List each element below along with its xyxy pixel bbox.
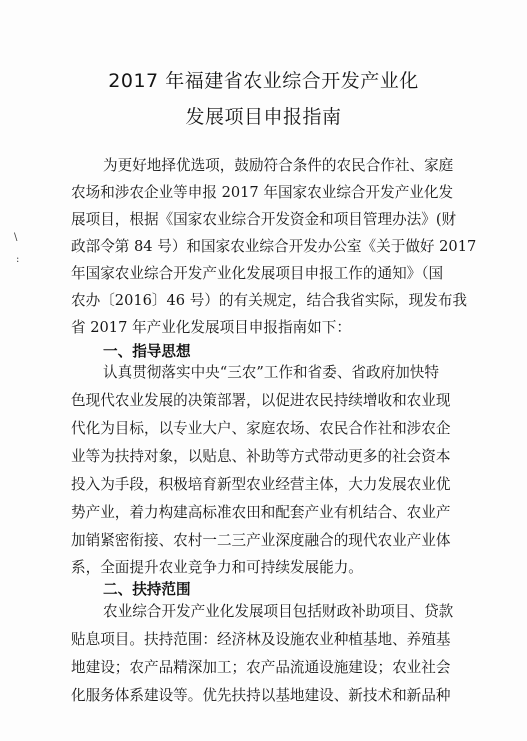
- paragraph-line: 加销紧密衔接、农村一二三产业深度融合的现代农业产业体: [71, 532, 451, 549]
- paragraph-line: 系，全面提升农业竞争力和可持续发展能力。: [71, 559, 363, 576]
- paragraph-line: 代化为目标，以专业大户、家庭农场、农民合作社和涉农企: [71, 420, 451, 437]
- margin-mark: :: [16, 254, 20, 265]
- paragraph-line: 农办〔2016〕46 号）的有关规定，结合我省实际，现发布我: [71, 292, 468, 309]
- paragraph-line: 化服务体系建设等。优先扶持以基地建设、新技术和新品种: [71, 687, 451, 704]
- paragraph-line: 色现代农业发展的决策部署，以促进农民持续增收和农业现: [71, 392, 451, 409]
- margin-mark: \: [14, 232, 18, 243]
- section-heading: 二、扶持范围: [103, 581, 191, 598]
- document-title-line-1: 2017 年福建省农业综合开发产业化: [108, 70, 419, 92]
- paragraph-line: 为更好地择优选项，鼓励符合条件的农民合作社、家庭: [103, 157, 454, 174]
- paragraph-line: 年国家农业综合开发产业化发展项目申报工作的通知》（国: [71, 265, 444, 282]
- paragraph-line: 业等为扶持对象，以贴息、补助等方式带动更多的社会资本: [71, 448, 451, 465]
- paragraph-line: 势产业，着力构建高标准农田和配套产业有机结合、农业产: [71, 504, 451, 521]
- document-title-line-2: 发展项目申报指南: [185, 106, 342, 128]
- paragraph-line: 地建设；农产品精深加工；农产品流通设施建设；农业社会: [71, 659, 451, 676]
- paragraph-line: 认真贯彻落实中央“三农”工作和省委、省政府加快特: [103, 364, 439, 381]
- paragraph-line: 农场和涉农企业等申报 2017 年国家农业综合开发产业化发: [71, 184, 454, 201]
- paragraph-line: 政部令第 84 号）和国家农业综合开发办公室《关于做好 2017: [71, 238, 477, 255]
- paragraph-line: 投入为手段，积极培育新型农业经营主体，大力发展农业优: [71, 476, 451, 493]
- section-heading: 一、指导思想: [103, 343, 191, 360]
- paragraph-line: 农业综合开发产业化发展项目包括财政补助项目、贷款: [103, 603, 454, 620]
- paragraph-line: 省 2017 年产业化发展项目申报指南如下：: [71, 319, 351, 336]
- paragraph-line: 贴息项目。扶持范围：经济林及设施农业种植基地、养殖基: [71, 631, 451, 648]
- paragraph-line: 展项目，根据《国家农业综合开发资金和项目管理办法》(财: [71, 211, 457, 228]
